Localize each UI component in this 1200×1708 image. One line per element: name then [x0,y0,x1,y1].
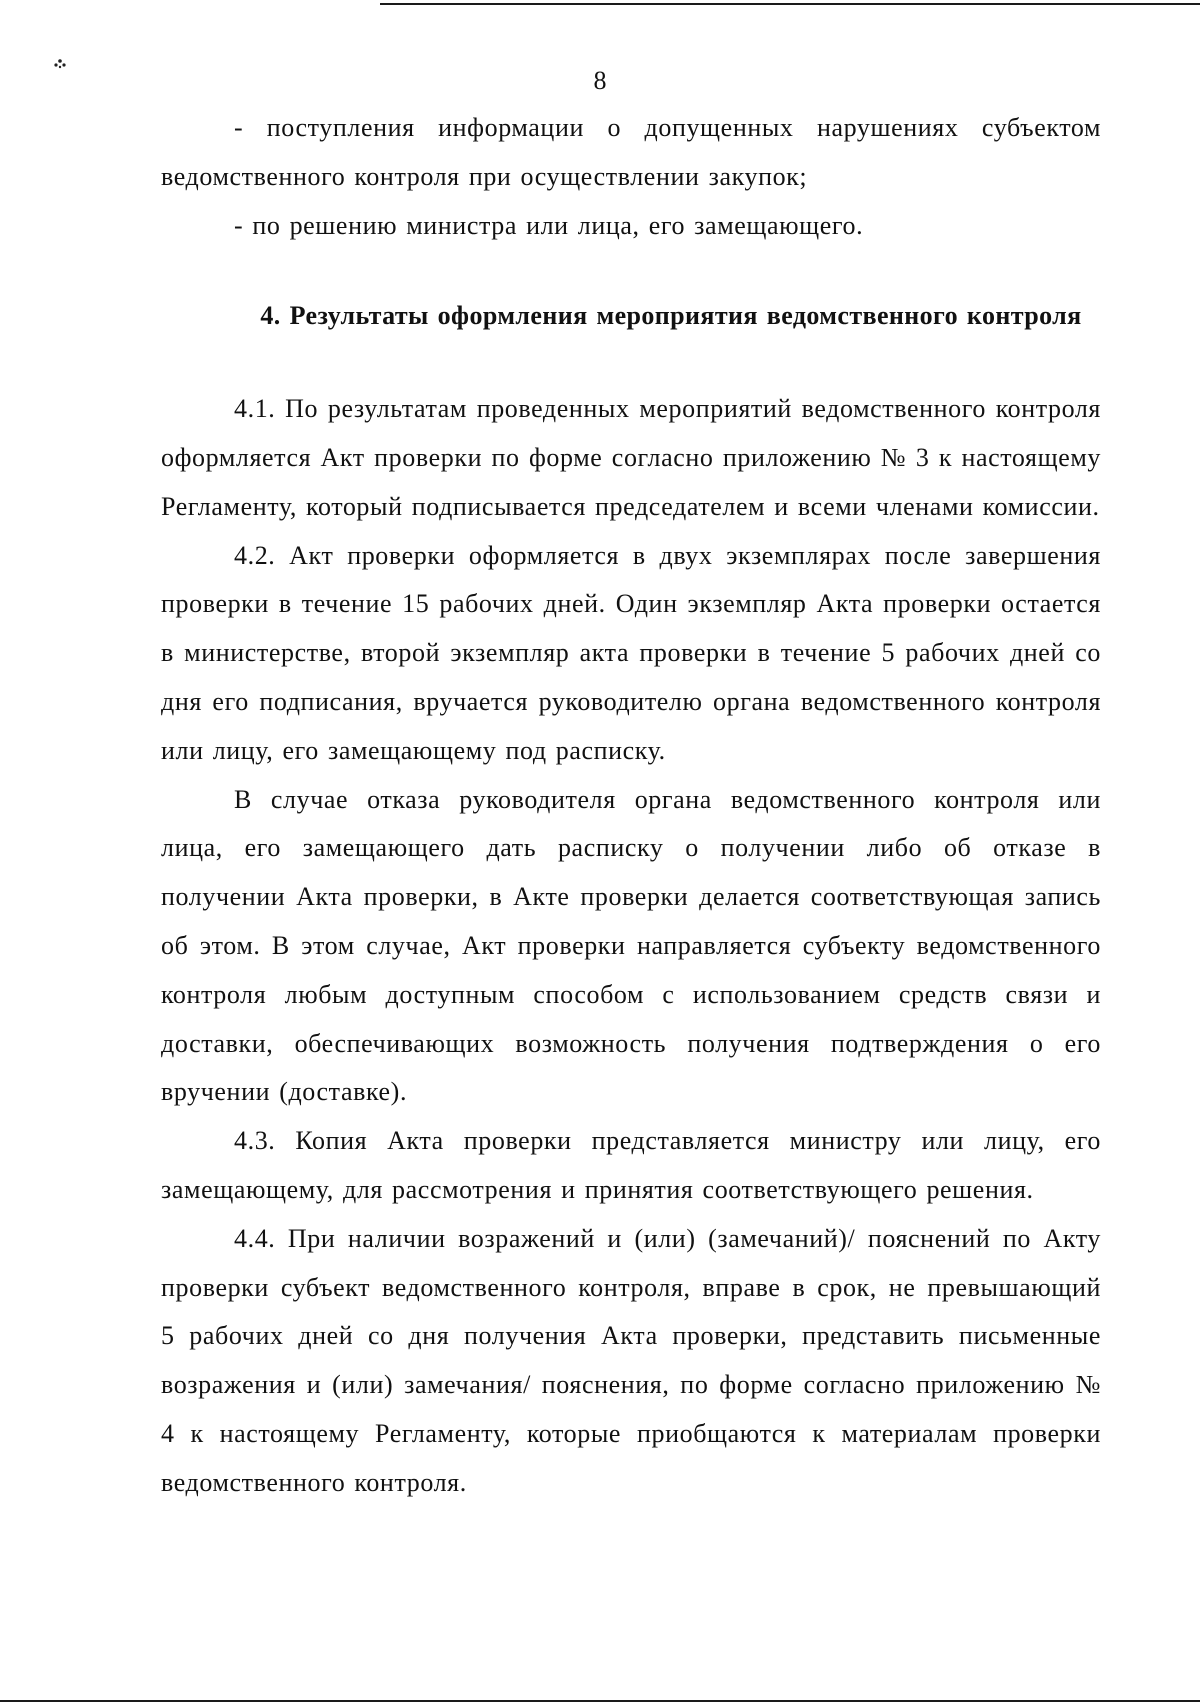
scan-edge-line-top [380,3,1200,5]
document-body [161,104,1101,1508]
paragraph-4-2: 4.2. Акт проверки оформляется в двух экземплярах после завершения проверки в течение 15 рабочих дней. Один экземпляр Акта проверки остается в министерстве, второй экземпляр акта проверки в течение 5 рабочих дней со дня его подписания, вручается руководителю органа ведомственного контроля или лицу, его замещающему под расписку. [161,540,1101,765]
paragraph-4-1: 4.1. По результатам проведенных мероприятий ведомственного контроля оформляется Акт проверки по форме согласно приложению № 3 к настоящему Регламенту, который подписывается председателем и всеми членами комиссии. [161,394,1101,521]
scan-edge-line-bottom [0,1700,1200,1702]
page-number: 8 [593,66,607,95]
paragraph-4-4: 4.4. При наличии возражений и (или) (замечаний)/ пояснений по Акту проверки субъект ведомственного контроля, вправе в срок, не превышающий 5 рабочих дней со дня получения Акта проверки, представить письменные возражения и (или) замечания/ пояснения, по форме согласно приложению № 4 к настоящему Регламенту, которые приобщаются к материалам проверки ведомственного контроля. [161,1223,1101,1497]
paragraph-violations-info: - поступления информации о допущенных нарушениях субъектом ведомственного контроля при осуществлении закупок; [161,113,1101,191]
paragraph-4-2-refusal: В случае отказа руководителя органа ведомственного контроля или лица, его замещающего дать расписку о получении либо об отказе в получении Акта проверки, в Акте проверки делается соответствующая запись об этом. В этом случае, Акт проверки направляется субъекту ведомственного контроля любым доступным способом с использованием средств связи и доставки, обеспечивающих возможность получения подтверждения о его вручении (доставке). [161,784,1101,1107]
paragraph-minister-decision: - по решению министра или лица, его замещающего. [234,210,864,240]
section-heading-4: 4. Результаты оформления мероприятия ведомственного контроля [260,301,1082,331]
paragraph-4-3: 4.3. Копия Акта проверки представляется министру или лицу, его замещающему, для рассмотрения и принятия соответствующего решения. [161,1126,1101,1204]
